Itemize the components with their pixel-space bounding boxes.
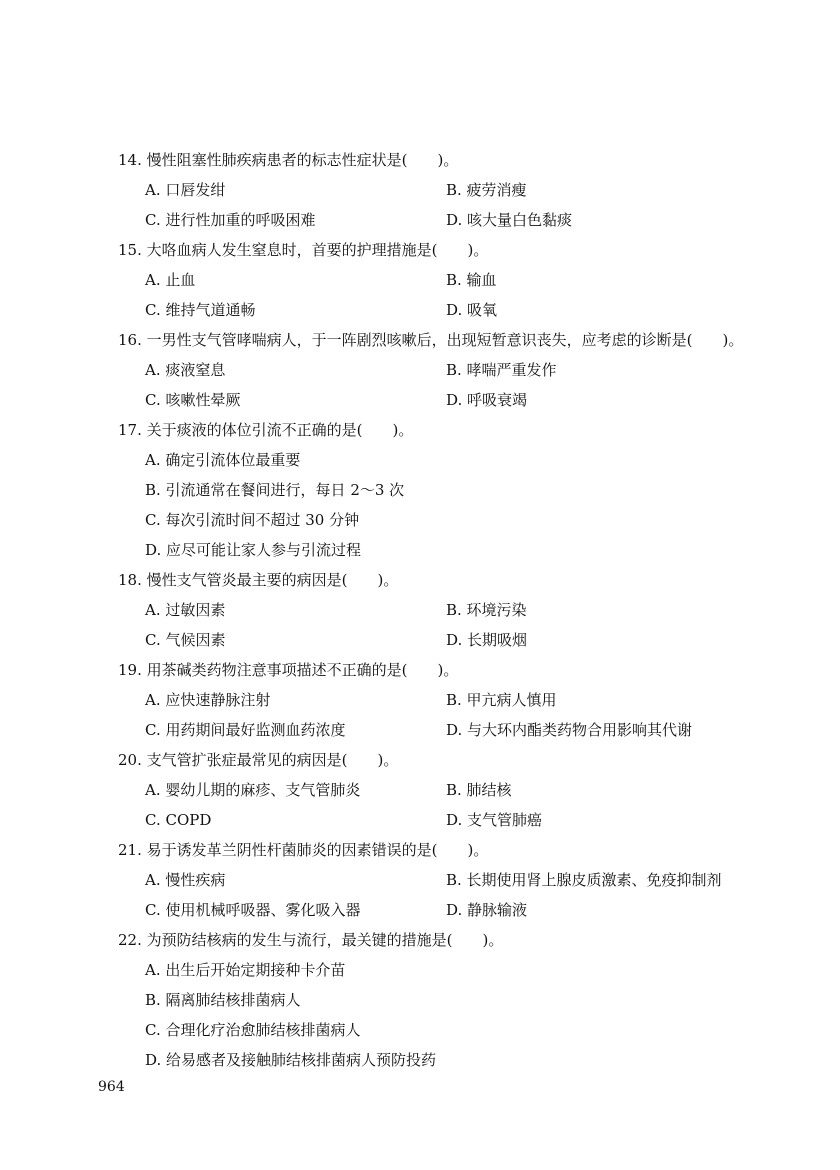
question-14-option-b: B. 疲劳消瘦 <box>446 181 527 199</box>
question-22-option-d: D. 给易感者及接触肺结核排菌病人预防投药 <box>145 1051 437 1069</box>
question-14-option-a: A. 口唇发绀 <box>145 181 226 199</box>
question-21-option-b: B. 长期使用肾上腺皮质激素、免疫抑制剂 <box>446 871 722 889</box>
question-14-option-d: D. 咳大量白色黏痰 <box>446 211 573 229</box>
question-16-stem: 16. 一男性支气管哮喘病人，于一阵剧烈咳嗽后，出现短暂意识丧失，应考虑的诊断是( )。 <box>118 331 744 349</box>
question-17-option-a: A. 确定引流体位最重要 <box>145 451 301 469</box>
question-14-stem: 14. 慢性阻塞性肺疾病患者的标志性症状是( )。 <box>118 151 459 169</box>
question-21-option-a: A. 慢性疾病 <box>145 871 226 889</box>
question-16-option-c: C. 咳嗽性晕厥 <box>145 391 241 409</box>
question-15-option-b: B. 输血 <box>446 271 497 289</box>
question-18-stem: 18. 慢性支气管炎最主要的病因是( )。 <box>118 571 399 589</box>
question-15-option-a: A. 止血 <box>145 271 196 289</box>
question-19-option-b: B. 甲亢病人慎用 <box>446 691 557 709</box>
page-number: 964 <box>98 1079 125 1095</box>
question-19-option-a: A. 应快速静脉注射 <box>145 691 271 709</box>
question-18-option-a: A. 过敏因素 <box>145 601 226 619</box>
question-20-option-b: B. 肺结核 <box>446 781 512 799</box>
question-17-option-d: D. 应尽可能让家人参与引流过程 <box>145 541 362 559</box>
question-18-option-d: D. 长期吸烟 <box>446 631 528 649</box>
question-16-option-a: A. 痰液窒息 <box>145 361 226 379</box>
question-16-option-b: B. 哮喘严重发作 <box>446 361 557 379</box>
question-15-option-c: C. 维持气道通畅 <box>145 301 256 319</box>
question-21-stem: 21. 易于诱发革兰阴性杆菌肺炎的因素错误的是( )。 <box>118 841 489 859</box>
question-18-option-c: C. 气候因素 <box>145 631 226 649</box>
question-18-option-b: B. 环境污染 <box>446 601 527 619</box>
question-22-option-a: A. 出生后开始定期接种卡介苗 <box>145 961 346 979</box>
question-20-option-c: C. COPD <box>145 811 212 829</box>
question-17-option-c: C. 每次引流时间不超过 30 分钟 <box>145 511 360 529</box>
question-21-option-c: C. 使用机械呼吸器、雾化吸入器 <box>145 901 361 919</box>
question-20-stem: 20. 支气管扩张症最常见的病因是( )。 <box>118 751 399 769</box>
question-22-option-b: B. 隔离肺结核排菌病人 <box>145 991 301 1009</box>
question-19-option-c: C. 用药期间最好监测血药浓度 <box>145 721 346 739</box>
question-22-stem: 22. 为预防结核病的发生与流行，最关键的措施是( )。 <box>118 931 504 949</box>
question-16-option-d: D. 呼吸衰竭 <box>446 391 528 409</box>
question-15-stem: 15. 大咯血病人发生窒息时，首要的护理措施是( )。 <box>118 241 489 259</box>
question-19-stem: 19. 用茶碱类药物注意事项描述不正确的是( )。 <box>118 661 459 679</box>
question-21-option-d: D. 静脉输液 <box>446 901 528 919</box>
question-14-option-c: C. 进行性加重的呼吸困难 <box>145 211 316 229</box>
question-20-option-d: D. 支气管肺癌 <box>446 811 543 829</box>
question-20-option-a: A. 婴幼儿期的麻疹、支气管肺炎 <box>145 781 361 799</box>
question-19-option-d: D. 与大环内酯类药物合用影响其代谢 <box>446 721 693 739</box>
question-15-option-d: D. 吸氧 <box>446 301 498 319</box>
question-22-option-c: C. 合理化疗治愈肺结核排菌病人 <box>145 1021 361 1039</box>
question-17-stem: 17. 关于痰液的体位引流不正确的是( )。 <box>118 421 414 439</box>
question-17-option-b: B. 引流通常在餐间进行，每日 2～3 次 <box>145 481 405 499</box>
